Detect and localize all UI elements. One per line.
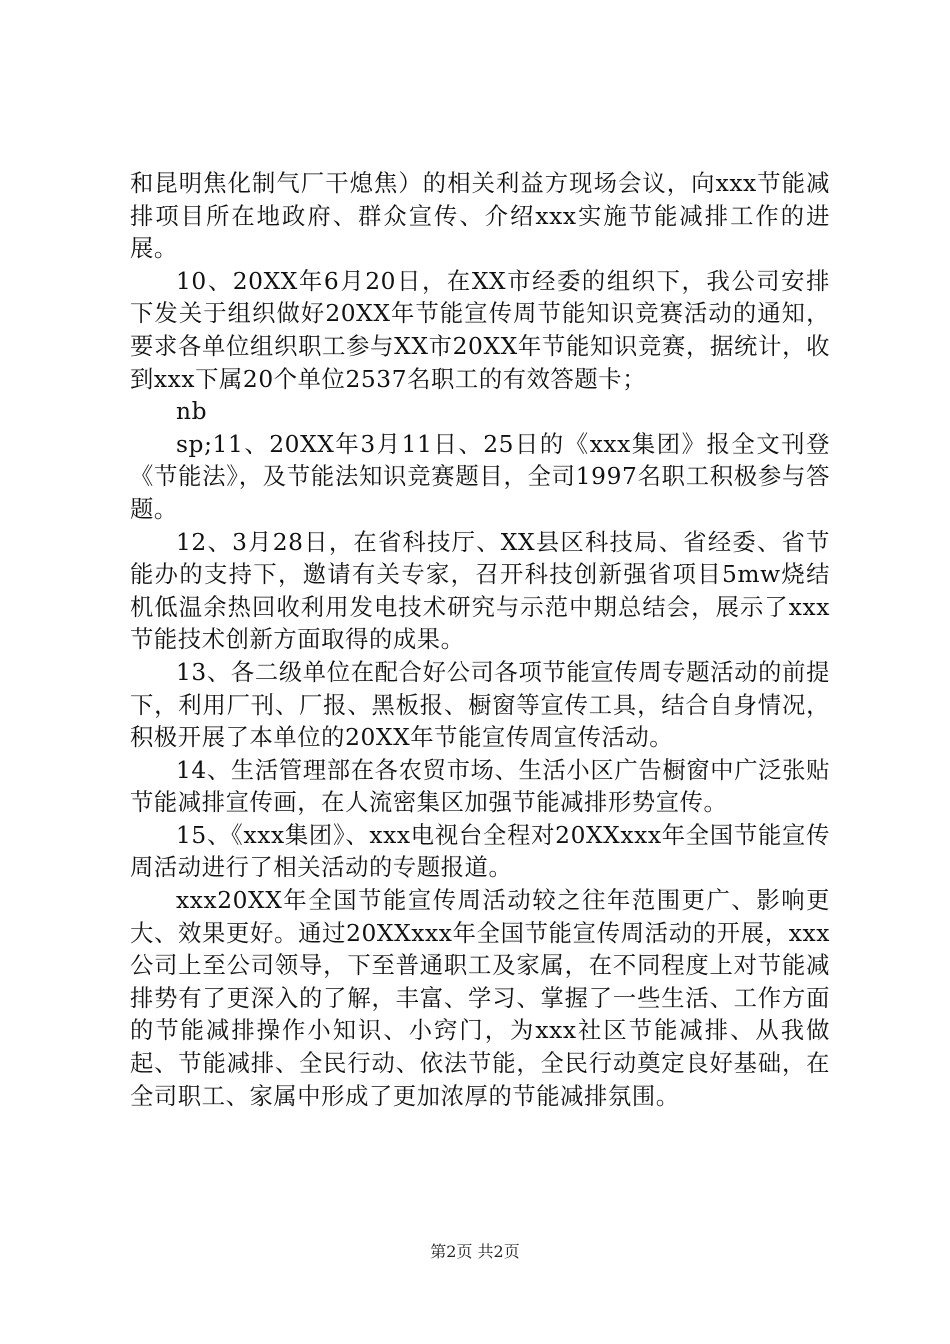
paragraph-summary: xxx20XX年全国节能宣传周活动较之往年范围更广、影响更大、效果更好。通过20XXxxx年全国节能宣传周活动的开展，xxx公司上至公司领导，下至普通职工及家属，在不同程度上对节能减排势有了更深入的了解，丰富、学习、掌握了一些生活、工作方面的节能减排操作小知识、小窍门，为xxx社区节能减排、从我做起、节能减排、全民行动、依法节能，全民行动奠定良好基础，在全司职工、家属中形成了更加浓厚的节能减排氛围。 (130, 887, 830, 1110)
paragraph-item-12: 12、3月28日，在省科技厅、XX县区科技局、省经委、省节能办的支持下，邀请有关专家，召开科技创新强省项目5mw烧结机低温余热回收利用发电技术研究与示范中期总结会，展示了xxx节能技术创新方面取得的成果。 (130, 528, 830, 654)
paragraph-item-11: sp;11、20XX年3月11日、25日的《xxx集团》报全文刊登《节能法》，及节能法知识竞赛题目，全司1997名职工积极参与答题。 (130, 430, 830, 523)
paragraph-item-15: 15、《xxx集团》、xxx电视台全程对20XXxxx年全国节能宣传周活动进行了相关活动的专题报道。 (130, 821, 830, 882)
document-body (130, 168, 830, 1113)
paragraph-fragment-nb: nb (176, 398, 208, 426)
paragraph-item-14: 14、生活管理部在各农贸市场、生活小区广告橱窗中广泛张贴节能减排宣传画，在人流密集区加强节能减排形势宣传。 (130, 756, 830, 817)
page-footer: 第2页 共2页 (430, 1242, 520, 1261)
paragraph-continuation: 和昆明焦化制气厂干熄焦）的相关利益方现场会议，向xxx节能减排项目所在地政府、群众宣传、介绍xxx实施节能减排工作的进展。 (130, 170, 830, 263)
paragraph-item-13: 13、各二级单位在配合好公司各项节能宣传周专题活动的前提下，利用厂刊、厂报、黑板报、橱窗等宣传工具，结合自身情况，积极开展了本单位的20XX年节能宣传周宣传活动。 (130, 658, 830, 752)
paragraph-item-10: 10、20XX年6月20日，在XX市经委的组织下，我公司安排下发关于组织做好20XX年节能宣传周节能知识竞赛活动的通知，要求各单位组织职工参与XX市20XX年节能知识竞赛，据统计，收到xxx下属20个单位2537名职工的有效答题卡； (130, 267, 830, 393)
